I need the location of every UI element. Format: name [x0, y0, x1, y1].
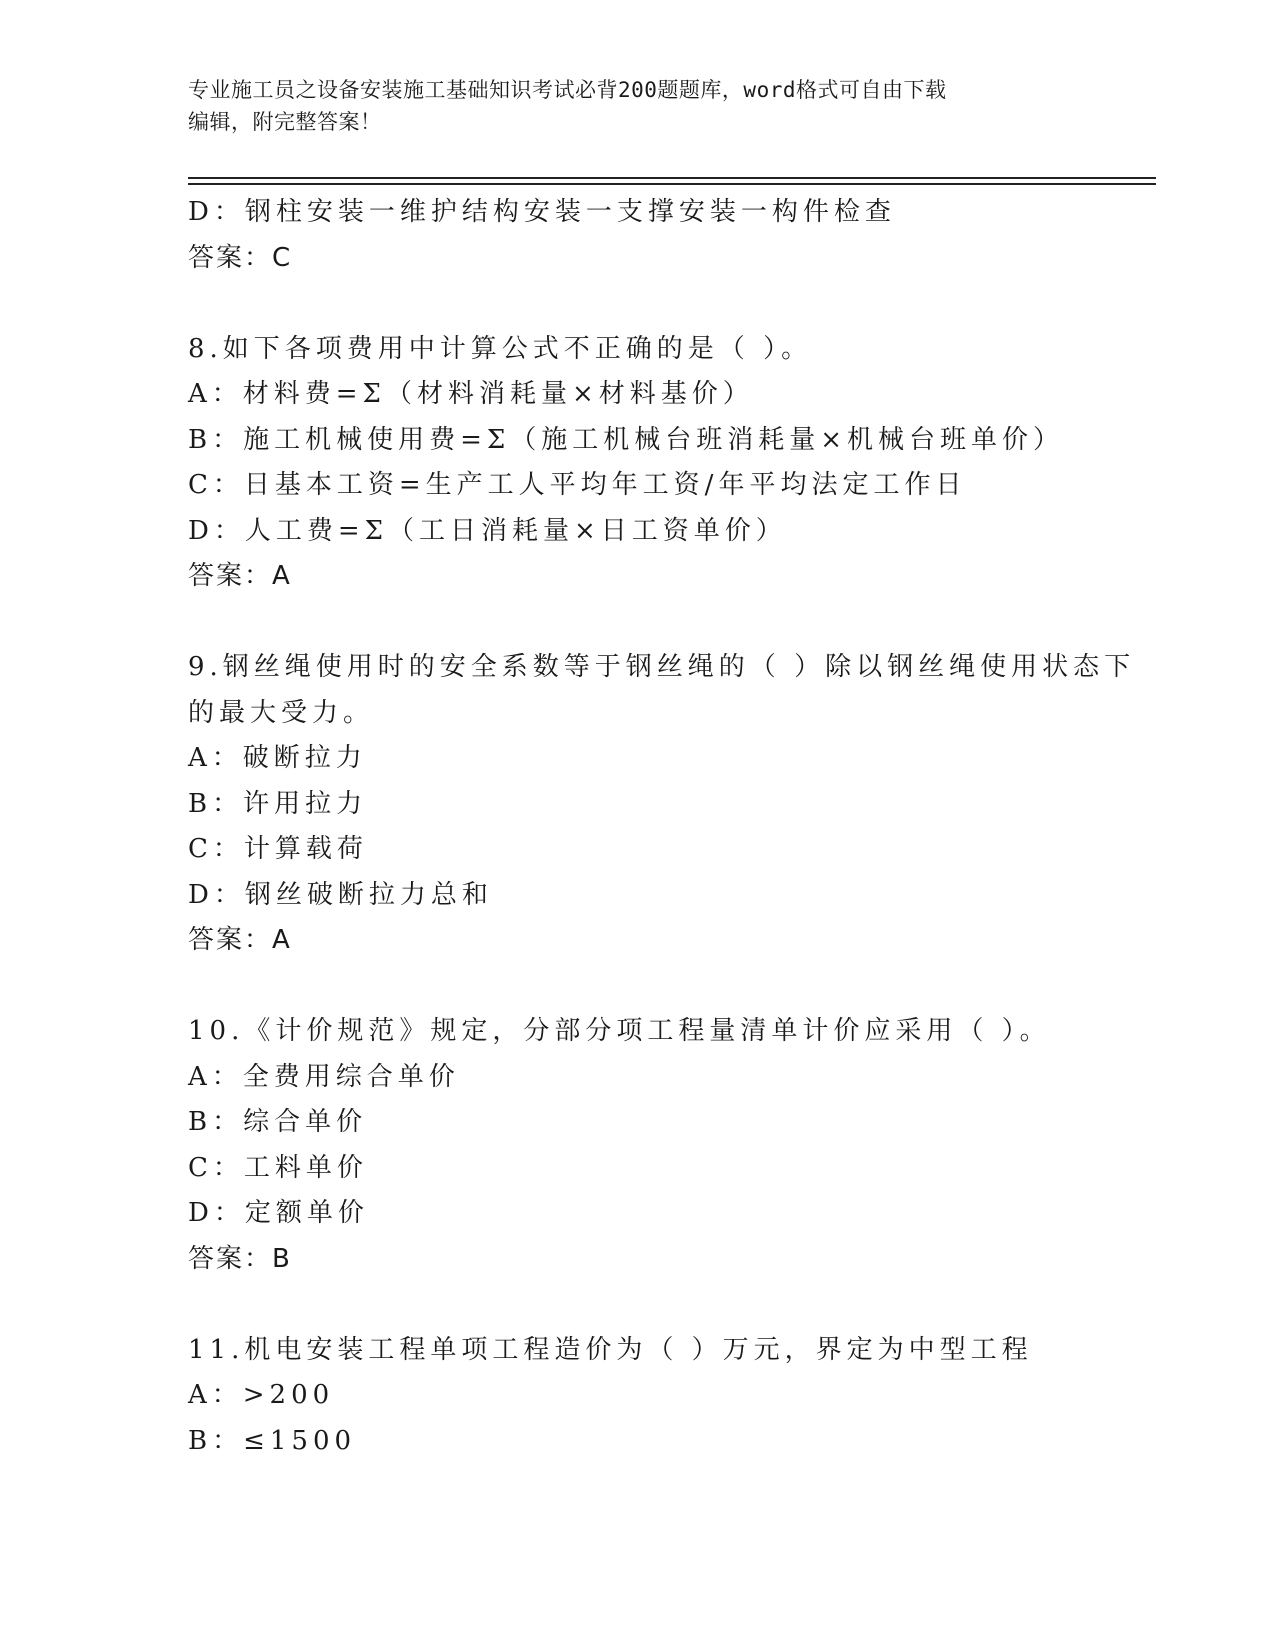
question-block-10 [188, 1009, 1088, 1282]
option-a: A：破断拉力 [188, 743, 367, 773]
option-d: D：人工费=Σ（工日消耗量×日工资单价） [188, 515, 787, 546]
question-text: 8.如下各项费用中计算公式不正确的是（ ）。 [188, 333, 813, 364]
option-d: D：定额单价 [188, 1198, 369, 1228]
option-b: B：许用拉力 [188, 788, 368, 819]
option-c: C：日基本工资=生产工人平均年工资/年平均法定工作日 [188, 470, 967, 500]
option-d: D：钢丝破断拉力总和 [188, 879, 493, 910]
question-text-line-1: 9.钢丝绳使用时的安全系数等于钢丝绳的（ ）除以钢丝绳使用状态下 [188, 652, 1136, 682]
header-title-line-2: 编辑，附完整答案！ [188, 110, 382, 134]
question-text: 10.《计价规范》规定，分部分项工程量清单计价应采用（ ）。 [188, 1016, 1051, 1046]
question-block-7 [188, 190, 1088, 281]
question-text-line-2: 的最大受力。 [188, 697, 375, 728]
option-b: B：施工机械使用费=Σ（施工机械台班消耗量×机械台班单价） [188, 424, 1065, 455]
header-title-line-1: 专业施工员之设备安装施工基础知识考试必背200题题库，word格式可自由下载 [188, 78, 947, 102]
header-divider-bottom [188, 183, 1156, 185]
answer-line: 答案：A [188, 561, 292, 591]
option-a: A：材料费=Σ（材料消耗量×材料基价） [188, 379, 754, 409]
answer-line: 答案：C [188, 242, 293, 273]
document-header [188, 74, 1068, 138]
option-c: C：工料单价 [188, 1152, 368, 1183]
option-b: B：≤1500 [188, 1425, 357, 1456]
answer-line: 答案：A [188, 925, 292, 955]
option-a: A：>200 [188, 1380, 335, 1410]
question-block-8 [188, 327, 1088, 600]
spacer [188, 281, 1088, 327]
answer-line: 答案：B [188, 1243, 292, 1274]
header-divider-top [188, 177, 1156, 179]
question-block-11 [188, 1328, 1088, 1465]
spacer [188, 1282, 1088, 1328]
option-a: A：全费用综合单价 [188, 1061, 460, 1092]
question-text: 11.机电安装工程单项工程造价为（ ）万元，界定为中型工程 [188, 1334, 1033, 1365]
option-c: C：计算载荷 [188, 834, 368, 864]
option-d: D：钢柱安装一维护结构安装一支撑安装一构件检查 [188, 197, 896, 227]
option-b: B：综合单价 [188, 1107, 368, 1137]
spacer [188, 964, 1088, 1010]
question-block-9 [188, 645, 1136, 964]
spacer [188, 600, 1088, 646]
question-list [188, 190, 1136, 1464]
